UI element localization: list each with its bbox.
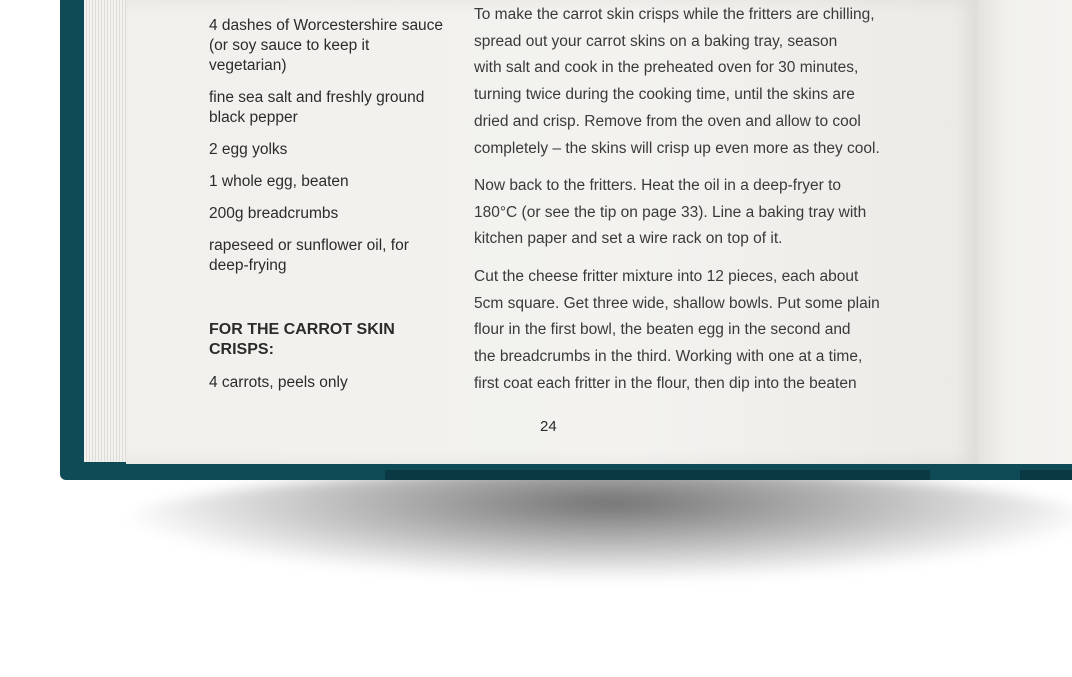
ingredient-item: 4 carrots, peels only (209, 374, 348, 391)
ingredient-item: 200g breadcrumbs (209, 205, 339, 222)
text-line: Cut the cheese fritter mixture into 12 pieces, each about (474, 268, 859, 285)
text-line: the breadcrumbs in the third. Working with one at a time, (474, 348, 863, 366)
method-paragraph (474, 2, 914, 162)
text-line: dried and crisp. Remove from the oven and allow to cool (474, 112, 861, 130)
section-heading: FOR THE CARROT SKIN CRISPS: (209, 321, 395, 358)
cover-edge-right (1020, 470, 1072, 480)
ingredient-item: 4 dashes of Worcestershire sauce (or soy sauce to keep it vegetarian) (209, 17, 444, 74)
text-line: turning twice during the cooking time, until the skins are (474, 86, 855, 104)
page-edges (84, 0, 128, 462)
page-number: 24 (540, 418, 557, 435)
text-line: To make the carrot skin crisps while the fritters are chilling, (474, 6, 875, 23)
text-line: 5cm square. Get three wide, shallow bowls. Put some plain (474, 294, 880, 312)
text-line: 180°C (or see the tip on page 33). Line a baking tray with (474, 203, 867, 221)
text-line: with salt and cook in the preheated oven for 30 minutes, (474, 59, 859, 77)
text-line: kitchen paper and set a wire rack on top of it. (474, 230, 783, 248)
text-line: completely – the skins will crisp up even more as they cool. (474, 139, 880, 157)
cut-off-text (209, 0, 389, 2)
text-line: first coat each fritter in the flour, then dip into the beaten (474, 374, 857, 392)
text-line: Now back to the fritters. Heat the oil in a deep-fryer to (474, 177, 842, 194)
ingredient-item: rapeseed or sunflower oil, for deep-frying (209, 237, 409, 274)
right-page (978, 0, 1072, 464)
method-paragraph (474, 264, 914, 398)
text-line: spread out your carrot skins on a baking tray, season (474, 32, 838, 50)
method-paragraph (474, 173, 914, 253)
ingredient-item: fine sea salt and freshly ground black pepper (209, 89, 425, 126)
ingredient-item: 1 whole egg, beaten (209, 173, 349, 190)
book-shadow (120, 470, 1072, 580)
text-line: flour in the first bowl, the beaten egg in the second and (474, 321, 851, 339)
ingredient-item: 2 egg yolks (209, 141, 288, 158)
cover-edge (385, 470, 930, 480)
